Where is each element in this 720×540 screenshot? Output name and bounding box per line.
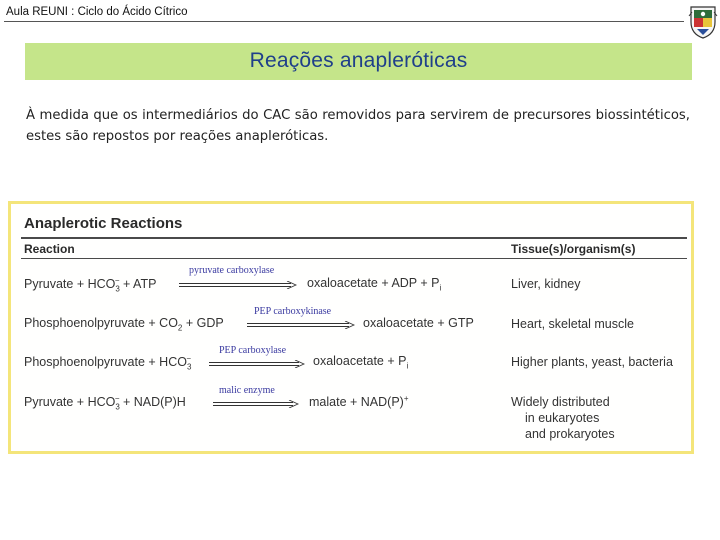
enzyme-label: PEP carboxylase xyxy=(219,345,287,356)
tissue-line: Widely distributed xyxy=(511,395,610,409)
column-header-reaction: Reaction xyxy=(24,242,75,256)
enzyme-label: pyruvate carboxylase xyxy=(189,265,275,276)
tissue-organism: Liver, kidney xyxy=(511,277,581,291)
tissue-organism: Higher plants, yeast, bacteria xyxy=(511,355,673,369)
enzyme-label: malic enzyme xyxy=(219,385,275,396)
enzyme-label: PEP carboxykinase xyxy=(254,306,332,317)
table-top-rule xyxy=(21,237,687,239)
reaction-arrow-icon xyxy=(209,360,305,368)
tissue-line: in eukaryotes xyxy=(525,411,600,425)
tissue-organism xyxy=(511,394,615,442)
header-title: Aula REUNI : Ciclo do Ácido Cítrico xyxy=(6,6,188,18)
reaction-products: oxaloacetate + $P_i$ xyxy=(313,354,409,371)
reaction-arrow-icon xyxy=(247,321,355,329)
reaction-substrates: Pyruvate + $HCO_3^- + NAD(P)H$ xyxy=(24,394,186,412)
table-header-rule xyxy=(21,258,687,259)
title-banner xyxy=(25,43,692,80)
tissue-line: and prokaryotes xyxy=(525,427,615,441)
anaplerotic-reactions-figure xyxy=(8,201,694,454)
tissue-organism: Heart, skeletal muscle xyxy=(511,317,634,331)
header-divider xyxy=(4,21,684,22)
reaction-substrates: Phosphoenolpyruvate + $CO_2$ + GDP xyxy=(24,316,224,333)
intro-paragraph: À medida que os intermediários do CAC são removidos para servirem de precursores biossintéticos, estes são repostos por reações anapleróticas. xyxy=(26,108,690,144)
reaction-substrates: Phosphoenolpyruvate + $HCO_3^-$ xyxy=(24,354,192,372)
column-header-tissue: Tissue(s)/organism(s) xyxy=(511,242,636,256)
university-crest-icon xyxy=(688,4,718,40)
figure-title: Anaplerotic Reactions xyxy=(24,215,183,232)
reaction-substrates: Pyruvate + $HCO_3^-$ + ATP xyxy=(24,276,157,294)
slide-title: Reações anapleróticas xyxy=(249,49,468,72)
reaction-products: oxaloacetate + GTP xyxy=(363,316,474,330)
reaction-arrow-icon xyxy=(213,400,299,408)
reaction-arrow-icon xyxy=(179,281,297,289)
reaction-products: oxaloacetate + ADP + $P_i$ xyxy=(307,276,442,293)
reaction-products: malate + NAD(P)+ xyxy=(309,394,409,410)
